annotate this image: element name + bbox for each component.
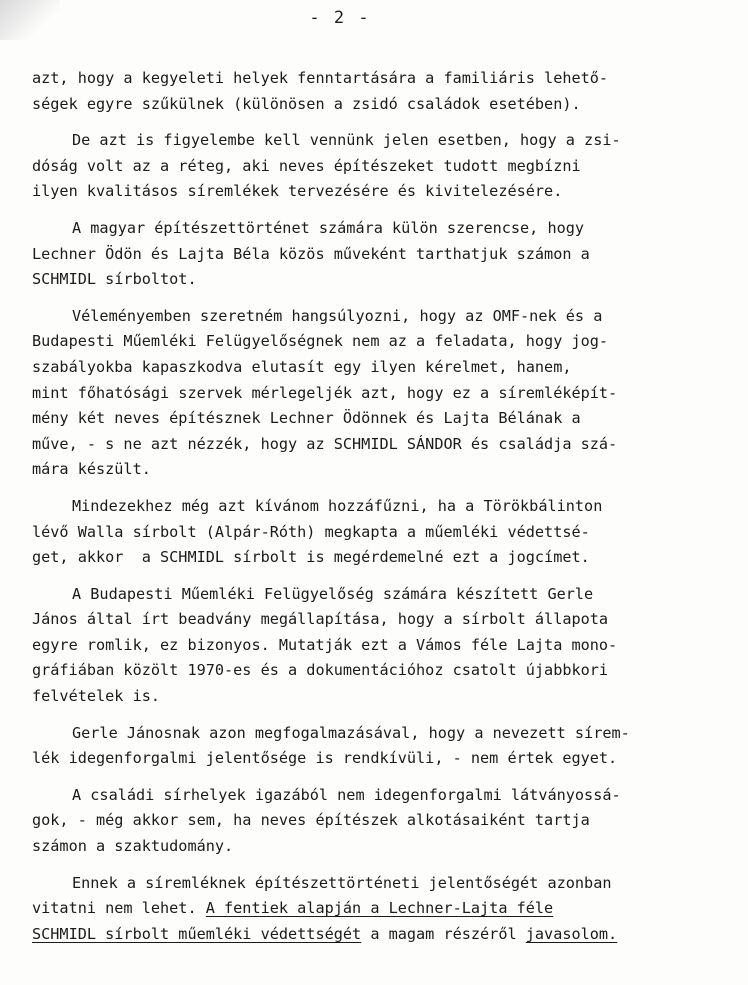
text-line: A családi sírhelyek igazából nem idegenforgalmi látványossá- — [72, 785, 621, 804]
paragraph-7 — [32, 721, 732, 772]
text-line: SCHMIDL sírboltot. — [32, 270, 197, 289]
text-line: lék idegenforgalmi jelentősége is rendkívüli, - nem értek egyet. — [32, 749, 618, 768]
text-line: ségek egyre szűkülnek (különösen a zsidó családok esetében). — [32, 94, 581, 113]
document-body — [32, 66, 732, 958]
paragraph-5 — [32, 494, 732, 571]
text-line: gráfiában közölt 1970-es és a dokumentációhoz csatolt újabbkori — [32, 661, 609, 680]
underlined-text: SCHMIDL sírbolt műemléki védettségét — [32, 924, 362, 943]
paragraph-9 — [32, 871, 732, 948]
text-line: dóság volt az a réteg, aki neves építészeket tudott megbízni — [32, 156, 581, 175]
text-line: Ennek a síremléknek építészettörténeti jelentőségét azonban — [72, 873, 612, 892]
text-line: mára készült. — [32, 460, 151, 479]
text-line: A magyar építészettörténet számára külön szerencse, hogy — [72, 218, 585, 237]
text-line: mint főhatósági szervek mérlegeljék azt, hogy ez a síremléképít- — [32, 383, 618, 402]
text-segment: a magam részéről — [361, 924, 526, 943]
text-line: Budapesti Műemléki Felügyelőségnek nem az a feladata, hogy jog- — [32, 332, 609, 351]
text-line: get, akkor a SCHMIDL sírbolt is megérdemelné ezt a jogcímet. — [32, 548, 590, 567]
text-line — [32, 896, 732, 922]
text-line: mény két neves építésznek Lechner Ödönnek és Lajta Bélának a — [32, 409, 581, 428]
paragraph-4 — [32, 304, 732, 483]
text-line: szabályokba kapaszkodva elutasít egy ilyen kérelmet, hanem, — [32, 357, 572, 376]
paragraph-8 — [32, 783, 732, 860]
text-line: egyre romlik, ez bizonyos. Mutatják ezt a Vámos féle Lajta mono- — [32, 635, 618, 654]
text-line: Gerle Jánosnak azon megfogalmazásával, hogy a nevezett sírem- — [72, 723, 630, 742]
text-line: De azt is figyelembe kell vennünk jelen esetben, hogy a zsi- — [72, 131, 621, 150]
text-line: Lechner Ödön és Lajta Béla közös műveként tarthatjuk számon a — [32, 244, 590, 263]
text-line: Véleményemben szeretném hangsúlyozni, hogy az OMF-nek és a — [72, 306, 603, 325]
underlined-text: javasolom. — [525, 924, 618, 943]
page-number: - 2 - — [309, 8, 371, 28]
text-line: ilyen kvalitásos síremlékek tervezésére és kivitelezésére. — [32, 182, 563, 201]
underlined-text: A fentiek alapján a Lechner-Lajta féle — [205, 899, 554, 918]
text-line: felvételek is. — [32, 687, 161, 706]
paragraph-1 — [32, 66, 732, 117]
text-segment: vitatni nem lehet. — [32, 899, 206, 918]
paragraph-3 — [32, 216, 732, 293]
text-line: azt, hogy a kegyeleti helyek fenntartására a familiáris lehető- — [32, 69, 609, 87]
text-line: műve, - s ne azt nézzék, hogy az SCHMIDL SÁNDOR és családja szá- — [32, 434, 618, 453]
paragraph-2 — [32, 128, 732, 205]
text-line: János által írt beadvány megállapítása, hogy a sírbolt állapota — [32, 610, 609, 629]
text-line: A Budapesti Műemléki Felügyelőség számára készített Gerle — [72, 584, 594, 603]
text-line: Mindezekhez még azt kívánom hozzáfűzni, ha a Törökbálinton — [72, 496, 603, 515]
text-line: gok, - még akkor sem, ha neves építészek alkotásaiként tartja — [32, 811, 590, 830]
text-line: lévő Walla sírbolt (Alpár-Róth) megkapta a műemléki védettsé- — [32, 522, 590, 541]
paragraph-6 — [32, 582, 732, 710]
text-line: számon a szaktudomány. — [32, 837, 234, 856]
text-line — [32, 922, 732, 948]
